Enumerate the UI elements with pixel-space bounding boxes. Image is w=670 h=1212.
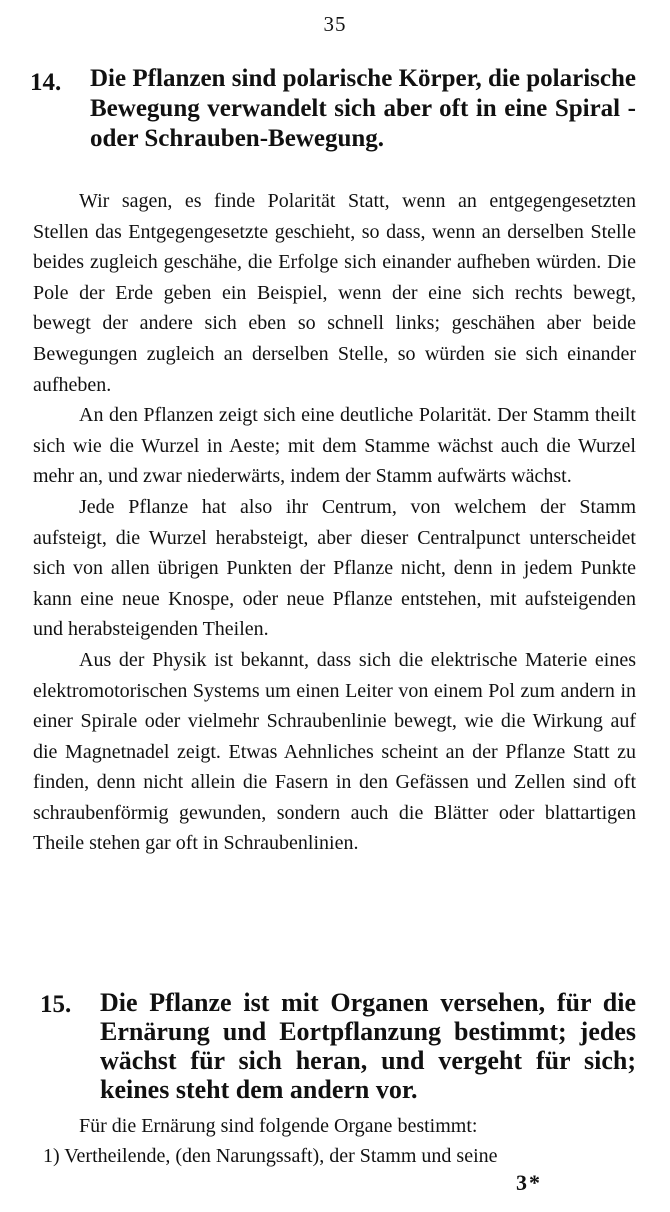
section-15-body — [33, 1111, 636, 1171]
page-number: 35 — [323, 12, 347, 36]
signature-mark: 3* — [516, 1170, 542, 1195]
section-14-body — [33, 186, 636, 859]
paragraph: An den Pflanzen zeigt sich eine deutliche Polarität. Der Stamm theilt sich wie die Wurzel in Aeste; mit dem Stamme wächst auch die Wurzel mehr an, und zwar niederwärts, indem der Stamm aufwärts wächst. — [33, 404, 636, 488]
list-item: 1) Vertheilende, (den Narungssaft), der Stamm und seine — [43, 1145, 498, 1167]
section-heading: Die Pflanzen sind polarische Körper, die polarische Bewegung verwandelt sich aber oft in eine Spiral - oder Schrauben-Bewegung. — [90, 65, 636, 152]
paragraph: Für die Ernärung sind folgende Organe bestimmt: — [79, 1115, 478, 1137]
section-number: 14. — [30, 69, 62, 96]
section-number: 15. — [40, 991, 72, 1018]
section-15 — [30, 988, 636, 1104]
paragraph: Wir sagen, es finde Polarität Statt, wenn an entgegengesetzten Stellen das Entgegengesetzte geschieht, so dass, wenn an derselben Stelle beides zugleich geschähe, die Erfolge sich einander aufheben würden. Die Pole der Erde geben ein Beispiel, wenn der eine sich rechts bewegt, bewegt der andere sich eben so schnell links; geschähen aber beide Bewegungen zugleich an derselben Stelle, so würden sie sich einander aufheben. — [33, 190, 636, 396]
section-heading: Die Pflanze ist mit Organen versehen, für die Ernärung und Eortpflanzung bestimmt; jedes wächst für sich heran, und vergeht für sich; keines steht dem andern vor. — [100, 988, 636, 1104]
paragraph: Aus der Physik ist bekannt, dass sich die elektrische Materie eines elektromotorischen Systems um einen Leiter von einem Pol zum andern in einer Spirale oder vielmehr Schraubenlinie bewegt, wie die Wirkung auf die Magnetnadel zeigt. Etwas Aehnliches scheint an der Pflanze Statt zu finden, denn nicht allein die Fasern in den Gefässen und Zellen sind oft schraubenförmig gewunden, sondern auch die Blätter oder blattartigen Theile stehen gar oft in Schraubenlinien. — [33, 648, 636, 855]
section-14 — [30, 64, 636, 154]
paragraph: Jede Pflanze hat also ihr Centrum, von welchem der Stamm aufsteigt, die Wurzel herabsteigt, aber dieser Centralpunct unterscheidet sich von allen übrigen Punkten der Pflanze nicht, denn in jedem Punkte kann eine neue Knospe, oder neue Pflanze entstehen, mit aufsteigenden und herabsteigenden Theilen. — [33, 495, 636, 641]
